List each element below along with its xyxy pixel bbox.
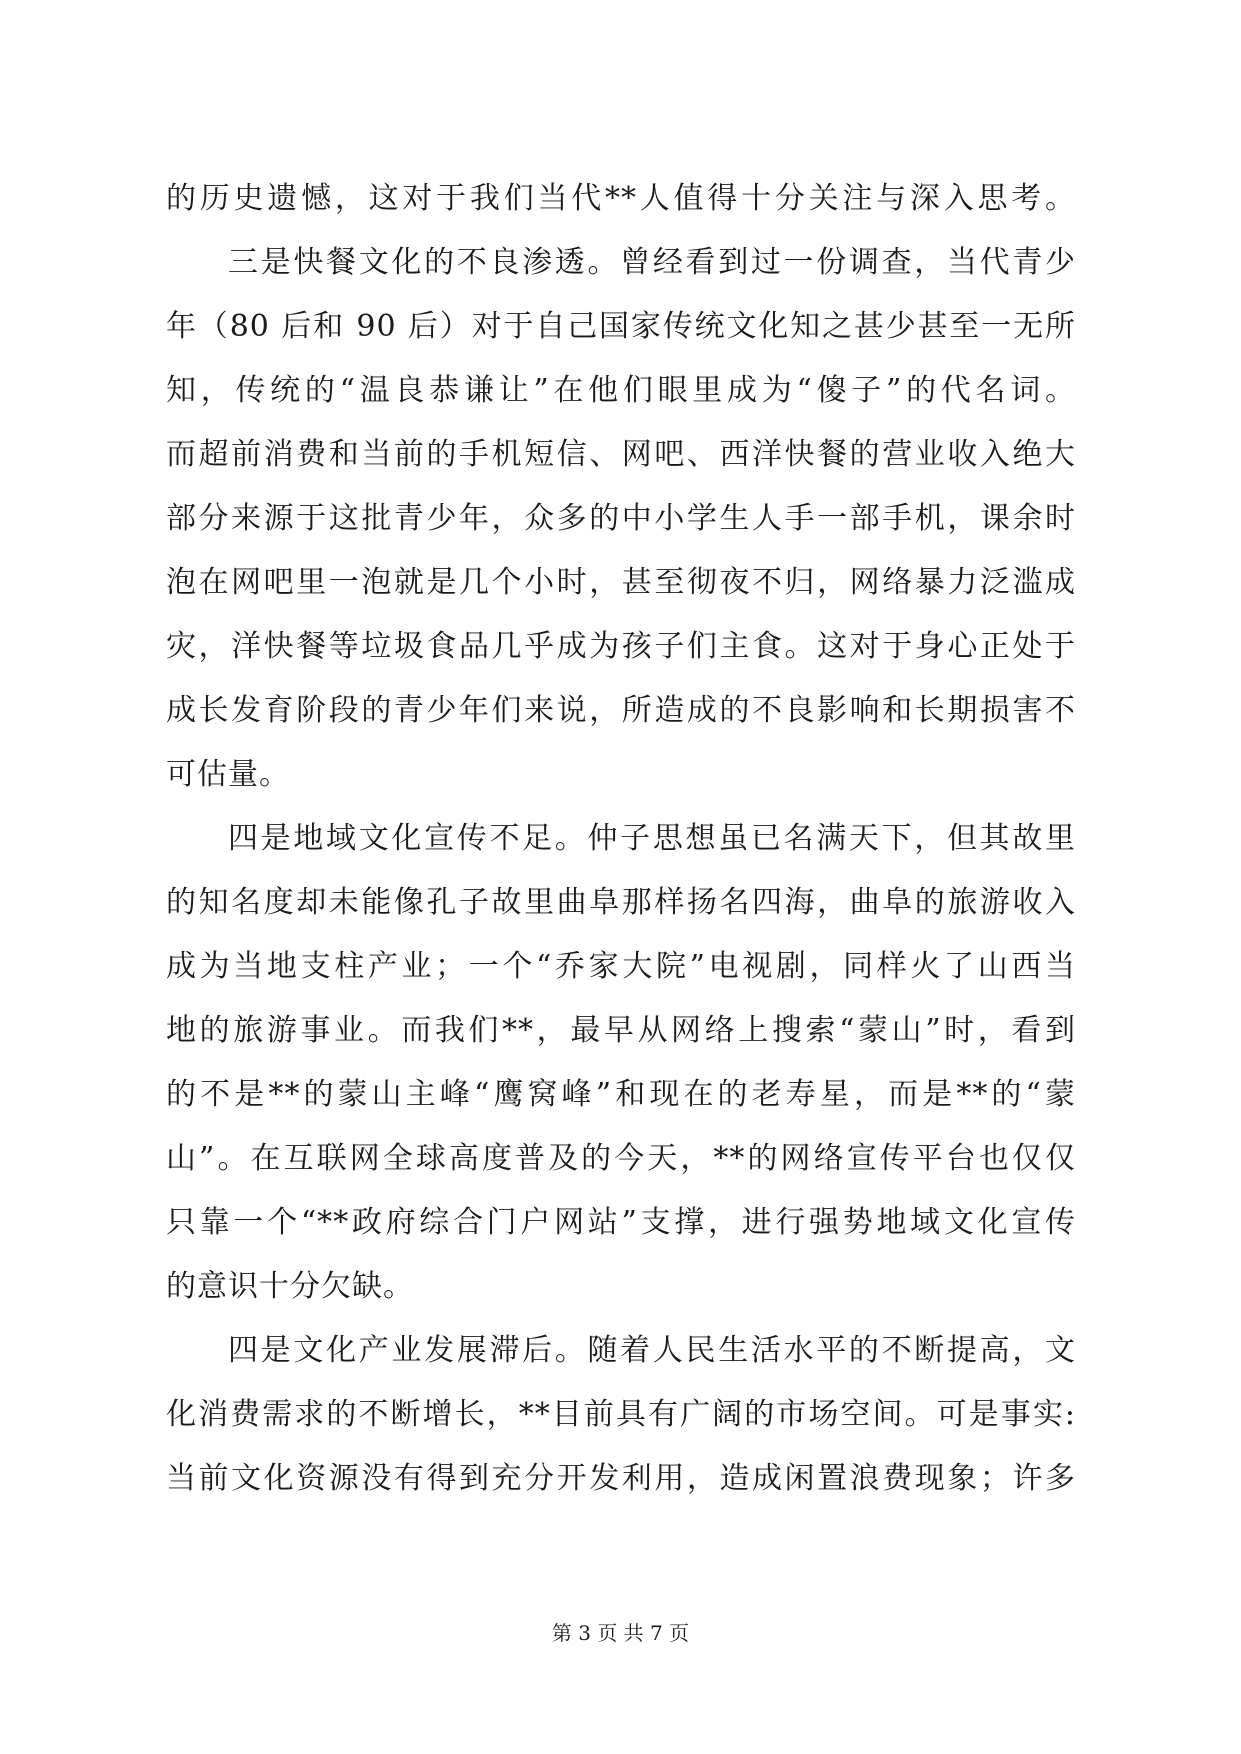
text-line: 灾，洋快餐等垃圾食品几乎成为孩子们主食。这对于身心正处于 [166,629,1076,664]
text-line: 的知名度却未能像孔子故里曲阜那样扬名四海，曲阜的旅游收入 [166,885,1076,920]
text-line: 知，传统的“温良恭谦让”在他们眼里成为“傻子”的代名词。 [166,373,1076,408]
paragraph-first-line: 三是快餐文化的不良渗透。曾经看到过一份调查，当代青少 [228,245,1076,280]
text-line: 化消费需求的不断增长，**目前具有广阔的市场空间。可是事实: [166,1397,1076,1432]
text-line: 成为当地支柱产业；一个“乔家大院”电视剧，同样火了山西当 [166,949,1076,984]
text-line: 只靠一个“**政府综合门户网站”支撑，进行强势地域文化宣传 [166,1205,1076,1240]
text-line: 地的旅游事业。而我们**，最早从网络上搜索“蒙山”时，看到 [166,1013,1076,1048]
paragraph-last-line: 的意识十分欠缺。 [166,1269,414,1304]
body-text [166,167,1076,1511]
paragraph-first-line: 四是地域文化宣传不足。仲子思想虽已名满天下，但其故里 [228,821,1076,856]
text-line: 山”。在互联网全球高度普及的今天，**的网络宣传平台也仅仅 [166,1141,1076,1176]
text-line: 年（80 后和 90 后）对于自己国家传统文化知之甚少甚至一无所 [166,309,1076,344]
text-line: 的不是**的蒙山主峰“鹰窝峰”和现在的老寿星，而是**的“蒙 [166,1077,1076,1112]
text-line: 成长发育阶段的青少年们来说，所造成的不良影响和长期损害不 [166,693,1076,728]
text-line: 而超前消费和当前的手机短信、网吧、西洋快餐的营业收入绝大 [166,437,1076,472]
text-line: 的历史遗憾，这对于我们当代**人值得十分关注与深入思考。 [166,181,1076,216]
page-footer: 第 3 页 共 7 页 [551,1621,690,1645]
text-line: 部分来源于这批青少年，众多的中小学生人手一部手机，课余时 [166,501,1076,536]
paragraph-last-line: 可估量。 [166,757,290,792]
text-line: 泡在网吧里一泡就是几个小时，甚至彻夜不归，网络暴力泛滥成 [166,565,1076,600]
paragraph-first-line: 四是文化产业发展滞后。随着人民生活水平的不断提高，文 [228,1333,1076,1368]
text-line: 当前文化资源没有得到充分开发利用，造成闲置浪费现象；许多 [166,1461,1076,1496]
